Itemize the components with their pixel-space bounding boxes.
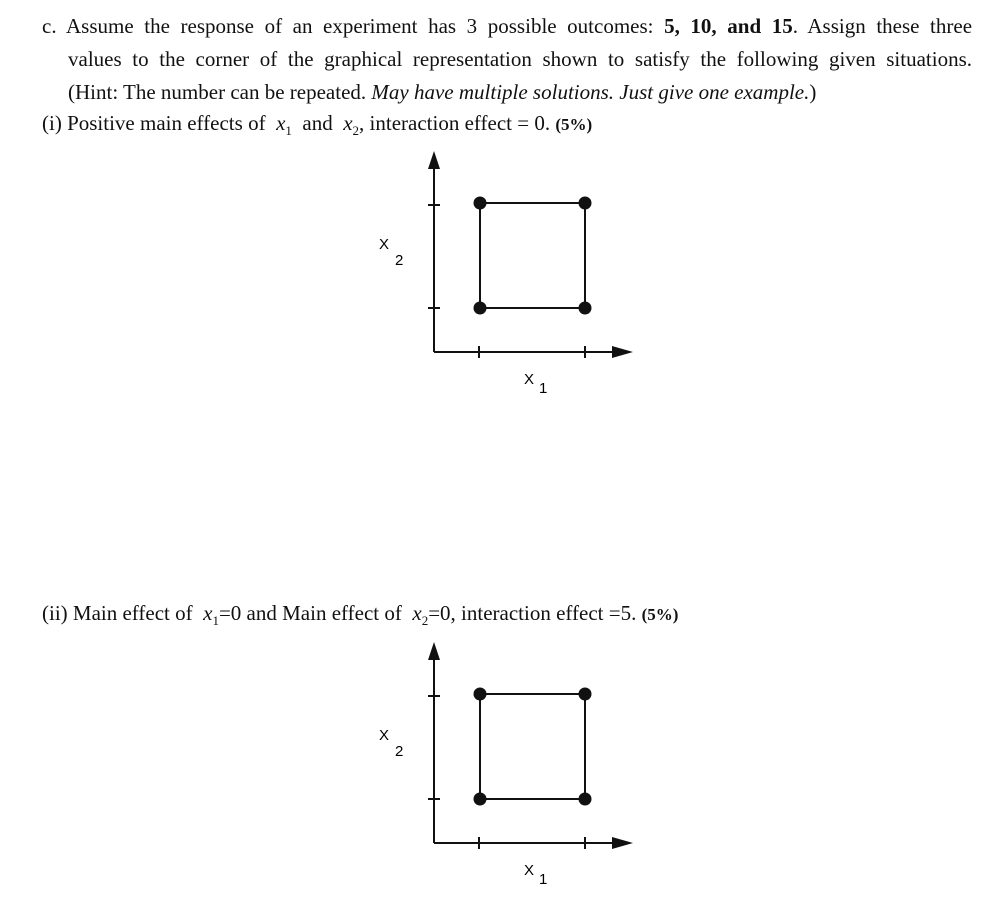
hint-italic: May have multiple solutions. Just give one example. (371, 80, 810, 104)
hint-text-b: ) (809, 80, 817, 104)
var-x1: $x_1$ (276, 111, 292, 138)
part-ii-weight: (5%) (641, 605, 679, 624)
x-axis-label: X (524, 371, 535, 388)
x-axis-sub: 1 (539, 871, 548, 888)
y-axis-label: X (379, 727, 390, 744)
corner-bottom-right (579, 793, 592, 806)
corner-top-right (579, 688, 592, 701)
corner-top-left (474, 688, 487, 701)
question-line-1 (42, 13, 972, 39)
y-axis-arrow-icon (428, 642, 440, 660)
question-text-2: values to the corner of the graphical representation shown to satisfy the following given situations. (68, 47, 972, 71)
part-i-weight: (5%) (555, 115, 593, 134)
hint-text-a: (Hint: The number can be repeated. (68, 80, 372, 104)
factorial-diagram-ii (360, 636, 660, 896)
x-axis-sub: 1 (539, 380, 548, 397)
corner-bottom-left (474, 302, 487, 315)
var-x2: $x_2$ (343, 111, 360, 138)
x-axis-arrow-icon (612, 346, 633, 358)
var-x1-ii: $x_1$ (203, 601, 219, 628)
part-i-and: and (302, 111, 333, 135)
question-line-3 (68, 79, 816, 105)
corner-top-left (474, 197, 487, 210)
part-ii-suffix: =0, interaction effect =5. (428, 601, 637, 625)
part-i-suffix: , interaction effect = 0. (359, 111, 551, 135)
part-i-heading (42, 110, 592, 144)
part-ii-mid: =0 and Main effect of (218, 601, 402, 625)
question-text-1b: . Assign these three (792, 14, 973, 38)
factorial-diagram-i (360, 145, 660, 405)
x-axis-arrow-icon (612, 837, 633, 849)
corner-top-right (579, 197, 592, 210)
y-axis-sub: 2 (395, 743, 404, 760)
part-i-prefix: (i) Positive main effects of (42, 111, 266, 135)
y-axis-arrow-icon (428, 151, 440, 169)
question-label: c. (42, 14, 57, 38)
var-x2-ii: $x_2$ (412, 601, 429, 628)
design-square (480, 694, 585, 799)
part-ii-prefix: (ii) Main effect of (42, 601, 193, 625)
corner-bottom-right (579, 302, 592, 315)
y-axis-label: X (379, 236, 390, 253)
corner-bottom-left (474, 793, 487, 806)
question-text-1a: Assume the response of an experiment has 3 possible outcomes: (66, 14, 665, 38)
part-ii-heading (42, 600, 678, 634)
question-line-2 (68, 46, 972, 72)
outcomes-values: 5, 10, and 15 (664, 14, 793, 38)
x-axis-label: X (524, 862, 535, 879)
design-square (480, 203, 585, 308)
y-axis-sub: 2 (395, 252, 404, 269)
